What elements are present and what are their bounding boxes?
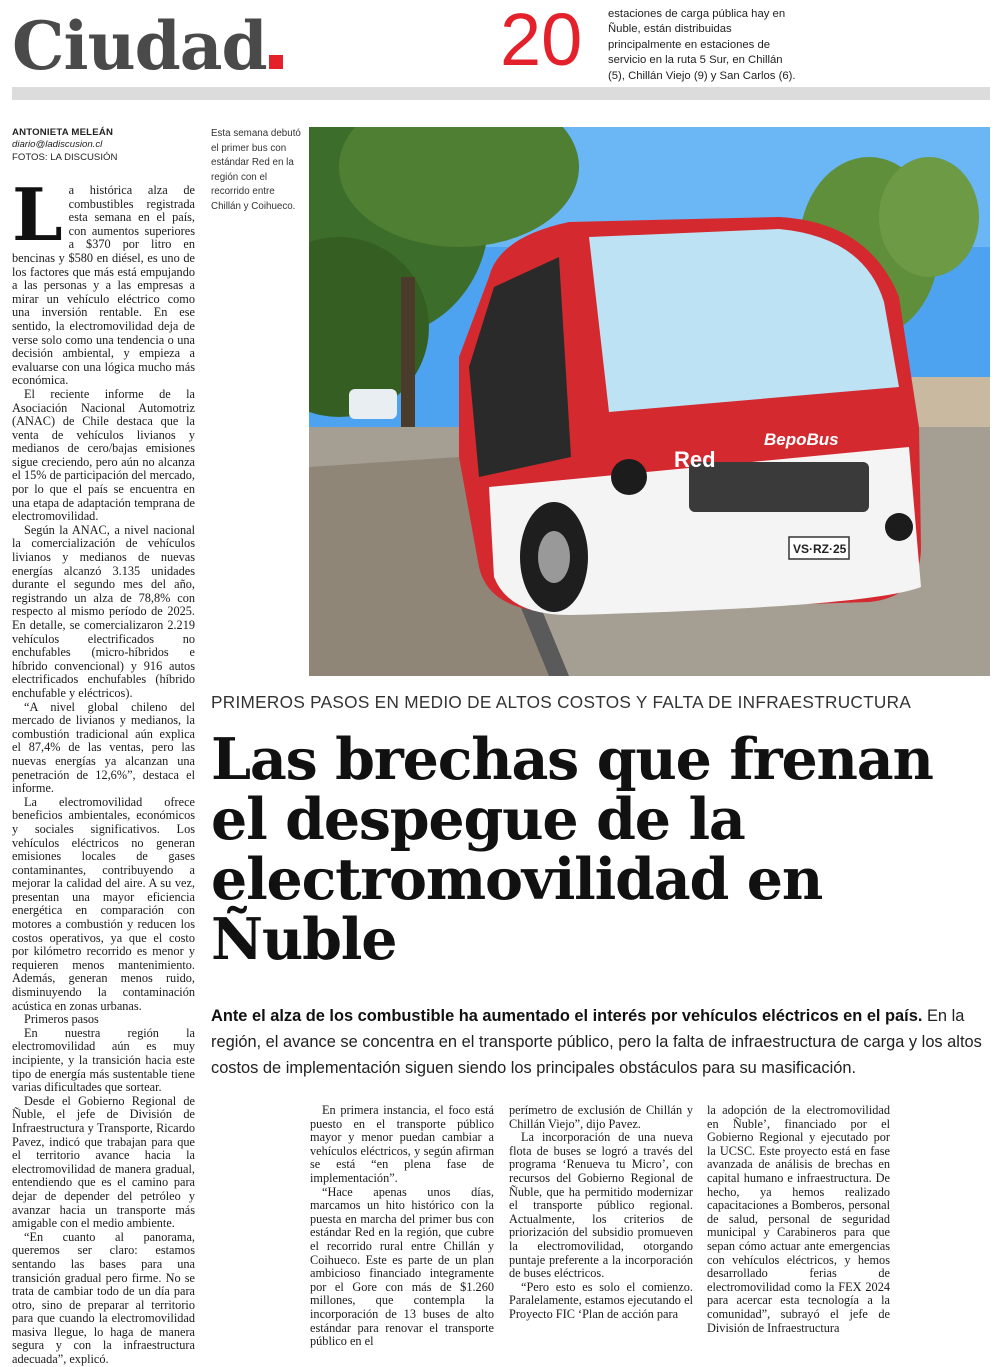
paragraph: Desde el Gobierno Regional de Ñuble, el jefe de División de Infraestructura y Transporte, Ricardo Pavez, indicó que trabajan para que el territorio avance hacia la electromovilidad de manera gradual, entendiendo que es el camino para dejar de depender del petróleo y avanzar hacia un transporte más amigable con el medio ambiente. xyxy=(12,1093,195,1231)
header-divider xyxy=(12,87,990,100)
article-kicker: PRIMEROS PASOS EN MEDIO DE ALTOS COSTOS Y FALTA DE INFRAESTRUCTURA xyxy=(211,692,912,712)
article-column-3 xyxy=(509,1104,693,1322)
article-column-4 xyxy=(707,1104,890,1335)
article-column-2 xyxy=(310,1104,494,1349)
subheading: Primeros pasos xyxy=(24,1012,99,1027)
article-headline: Las brechas que frenan el despegue de la electromovilidad en Ñuble xyxy=(211,726,933,973)
license-plate: VS·RZ·25 xyxy=(793,542,847,556)
article-deck xyxy=(211,1003,991,1081)
paragraph: la adopción de la electromovilidad en Ñuble’, financiado por el Gobierno Regional y ejecutado por la UCSC. Este proyecto está en fase avanzada de análisis de brechas en capital humano e infraestructura. De hecho, ya hemos realizado capacitaciones a Bomberos, personal de salud, personal de seguridad municipal y Carabineros para que sepan cómo actuar ante emergencias con vehículos eléctricos, y hemos desarrollado ferias de electromovilidad como la FEX 2024 para acercar esta tecnología a la comunidad”, subrayó el jefe de División de Infraestructura xyxy=(707,1103,890,1335)
byline xyxy=(12,127,202,164)
paragraph: “En cuanto al panorama, queremos ser claro: estamos sentando las bases para una transición gradual pero firme. No se trata de cambiar todo de un día para otro, sino de preparar al territorio para que cuando la electromovilidad masiva llegue, lo haga de manera segura y con la infraestructura adecuada”, explicó. xyxy=(12,1229,195,1367)
byline-email[interactable]: diario@ladiscusion.cl xyxy=(12,139,103,151)
fact-text: estaciones de carga pública hay en Ñuble, están distribuidas principalmente en estaciones de servicio en la ruta 5 Sur, en Chillán (5), Chillán Viejo (9) y San Carlos (6). xyxy=(608,8,796,82)
paragraph: “A nivel global chileno del mercado de livianos y medianos, la combustión tradicional aún explica el 87,4% de las ventas, pero las nuevas energías ya alcanzan una penetración de 12,6%”, destaca el informe. xyxy=(12,699,195,796)
paragraph: En primera instancia, el foco está puesto en el transporte público mayor y menor puedan cambiar a vehículos eléctricos, y según afirman se está “en plena fase de implementación”. xyxy=(310,1103,494,1185)
dropcap: L xyxy=(12,172,63,257)
bus-illustration xyxy=(309,127,990,676)
paragraph: perímetro de exclusión de Chillán y Chillán Viejo”, dijo Pavez. xyxy=(509,1103,693,1131)
bus-logo: Red xyxy=(674,447,716,472)
paragraph: La incorporación de una nueva flota de buses se logró a través del programa ‘Renueva tu Micro’, con recursos del Gobierno Regional de Ñuble, que ha permitido modernizar el transporte público regional. Actualmente, los criterios de priorización del subsidio promueven la electromovilidad, otorgando puntaje preferente a la incorporación de buses eléctricos. xyxy=(509,1130,693,1281)
paragraph: a histórica alza de combustibles registrada esta semana en el país, con aumentos superiores a $370 por litro en bencinas y $580 en diésel, es uno de los factores que más está empujando a las personas y a las empresas a mirar un vehículo eléctrico como una inversión rentable. En ese sentido, la electromovilidad deja de verse solo como una tendencia o una decisión ambiental, y empieza a evaluarse con una lógica mucho más económica. xyxy=(12,183,195,388)
paragraph: El reciente informe de la Asociación Nacional Automotriz (ANAC) de Chile destaca que la venta de vehículos livianos y medianos de cero/bajas emisiones sigue creciendo, pero aún no alcanza el 15% de participación del mercado, por lo que el país se encuentra en una etapa de adaptación temprana de electromovilidad. xyxy=(12,386,196,524)
bus-brand: BepoBus xyxy=(764,430,839,449)
article-column-1 xyxy=(12,172,196,1367)
fact-number: 20 xyxy=(500,0,583,81)
bus xyxy=(459,217,921,615)
article-photo xyxy=(309,127,990,676)
paragraph: “Pero esto es solo el comienzo. Paralelamente, estamos ejecutando el Proyecto FIC ‘Plan de acción para xyxy=(509,1279,693,1321)
paragraph: La electromovilidad ofrece beneficios ambientales, económicos y sociales significativos. Los vehículos eléctricos no generan emisiones locales de gases contaminantes, contribuyendo a mejorar la calidad del aire. A su vez, presentan una mayor eficiencia energética en comparación con motores a combustión y reducen los costos operativos, ya que el costo por kilómetro recorrido es menor y requieren menos mantenimiento. Además, generan menos ruido, disminuyendo la contaminación acústica en zonas urbanas. xyxy=(12,794,195,1013)
paragraph: Según la ANAC, a nivel nacional la comercialización de vehículos livianos y medianos de nuevas energías alcanzó 3.135 unidades durante el segundo mes del año, registrando un alza de 78,8% con respecto al mismo período de 2025. En detalle, se comercializaron 2.219 vehículos electrificados no enchufables (micro-híbridos e híbrido convencional) y 916 autos electrificados enchufables (híbrido enchufable y eléctricos). xyxy=(12,522,195,700)
section-dot xyxy=(269,55,283,69)
photo-credit: FOTOS: LA DISCUSIÓN xyxy=(12,151,118,163)
byline-author: ANTONIETA MELEÁN xyxy=(12,127,114,138)
paragraph: En nuestra región la electromovilidad aún es muy incipiente, y la transición hacia este tipo de energía más sustentable tiene varias dificultades que sortear. xyxy=(12,1025,195,1095)
section-title: Ciudad xyxy=(12,6,283,86)
deck-rest: En la región, el avance se concentra en el transporte público, pero la falta de infraestructura de carga y los altos costos de implementación siguen siendo los principales obstáculos para su masificación. xyxy=(211,1007,982,1077)
deck-lead: Ante el alza de los combustible ha aumentado el interés por vehículos eléctricos en el país. xyxy=(211,1007,923,1025)
paragraph: “Hace apenas unos días, marcamos un hito histórico con la puesta en marcha del primer bus con estándar Red en la región, que cubre el recorrido rural entre Chillán y Coihueco. Este es parte de un plan ambicioso financiado integramente por el Gore con más de $1.260 millones, que contempla la incorporación de 13 buses de alto estándar para renovar el transporte público en el xyxy=(310,1184,494,1349)
photo-caption: Esta semana debutó el primer bus con estándar Red en la región con el recorrido entre Chillán y Coihueco. xyxy=(211,128,301,212)
